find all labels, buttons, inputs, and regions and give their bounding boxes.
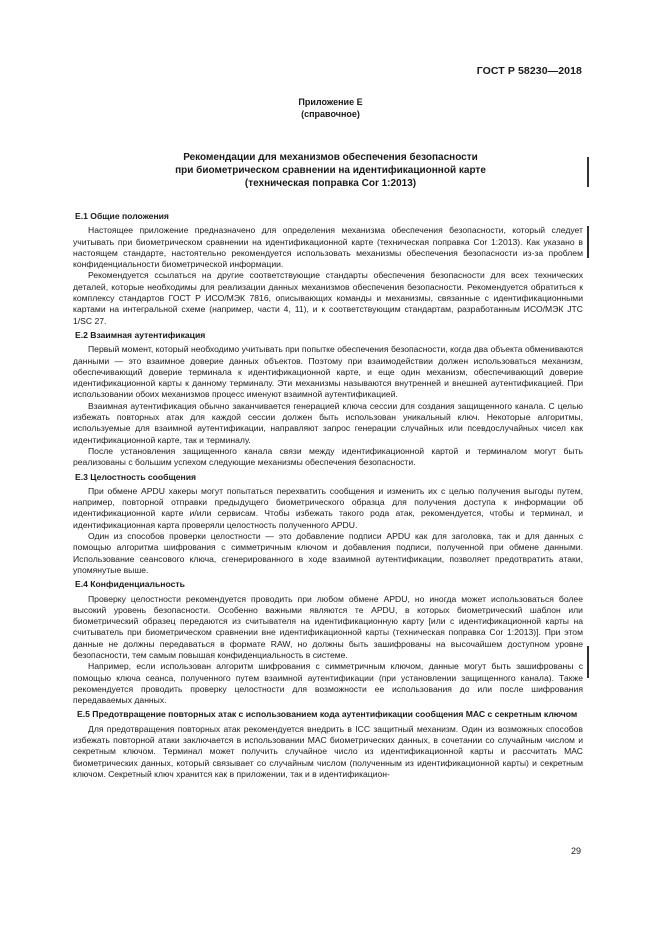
paragraph: Взаимная аутентификация обычно заканчивается генерацией ключа сессии для создания защищенного канала. С целью избежать повторных атак для каждой сессии должен быть использован уникальный ключ. Некоторые алгоритмы, используемые для взаимной аутентификации, направляют запрос генерации случайных или псевдослучайных чисел как идентификационной карте, так и терминалу. <box>73 400 583 445</box>
annex-title: Приложение Е <box>298 97 363 107</box>
section-heading: Е.1 Общие положения <box>75 211 169 221</box>
paragraph: Первый момент, который необходимо учитывать при попытке обеспечения безопасности, когда два объекта обмениваются данными — это взаимное доверие данных объектов. Поэтому при взаимодействии должен использоваться механизм, обеспечивающий доверие терминала к идентификационной карте, и еще один механизм, обеспечивающий доверие идентификационной карты к данному терминалу. Эти механизмы называются внутренней и внешней аутентификацией. При использовании обоих механизмов процесс именуют взаимной аутентификацией. <box>73 344 583 400</box>
page-number: 29 <box>570 846 581 856</box>
paragraph: После установления защищенного канала связи между идентификационной картой и терминалом могут быть реализованы с большим успехом следующие механизмы обеспечения безопасности. <box>73 445 583 468</box>
section-heading: Е.3 Целостность сообщения <box>75 471 197 482</box>
document-body <box>73 208 583 780</box>
change-bar <box>587 646 589 678</box>
change-bar <box>587 226 589 258</box>
paragraph: Рекомендуется ссылаться на другие соответствующие стандарты обеспечения безопасности для всех технических деталей, которые необходимы для реализации данных механизмов обеспечения безопасности. Рекомендуется обратиться к комплексу стандартов ГОСТ Р ИСО/МЭК 7816, описывающих команды и механизмы, связанные с идентификационными картами на интегральной схеме (например, части 4, 11), и к соответствующим стандартам, разработанным ИСО/МЭК JTC 1/SC 27. <box>73 270 583 326</box>
paragraph: Для предотвращения повторных атак рекомендуется внедрить в ICC защитный механизм. Один из возможных способов избежать повторной атаки заключается в использовании МАС биометрических данных, в сочетании со случайным числом и секретным ключом. Терминал может получить случайное число из идентификационной карты и рассчитать МАС биометрических данных, который связывает со случайным числом (полученным из идентификационной карты) и секретным ключом. Секретный ключ хранится как в приложении, так и в идентификацион- <box>73 723 583 779</box>
paragraph: Например, если использован алгоритм шифрования с симметричным ключом, данные могут быть зашифрованы с помощью ключа сеанса, полученного путем взаимной аутентификации (при установлении защищенного канала). Также рекомендуется проводить проверку целостности для возможности ее использования до или после шифрования передаваемых данных. <box>73 661 583 706</box>
section-heading: Е.4 Конфиденциальность <box>75 579 185 590</box>
paragraph: Один из способов проверки целостности — это добавление подписи APDU как для заголовка, так и для данных с помощью алгоритма шифрования с симметричным ключом и добавления подписи, полученной при обмене данными. Использование сеансового ключа, сгенерированного в ходе взаимной аутентификации, позволяет предотвратить атаки, упомянутые выше. <box>73 531 583 575</box>
section-heading: Е.2 Взаимная аутентификация <box>75 329 206 340</box>
paragraph: Настоящее приложение предназначено для определения механизма обеспечения безопасности, который следует учитывать при биометрическом сравнении на идентификационной карте (техническая поправка Cor 1:2013). Как указано в настоящем стандарте, настоятельно рекомендуется использовать механизмы обеспечения безопасности из-за проблем конфиденциальности биометрической информации. <box>73 225 583 270</box>
change-bar <box>587 157 589 187</box>
document-title-line: при биометрическом сравнении на идентификационной карте <box>175 165 486 176</box>
document-title-line: Рекомендации для механизмов обеспечения безопасности <box>183 152 478 163</box>
document-title <box>80 151 581 190</box>
standard-code: ГОСТ Р 58230—2018 <box>476 65 582 77</box>
paragraph: Проверку целостности рекомендуется проводить при любом обмене APDU, но иногда может использоваться более высокий уровень безопасности. Особенно важными являются те APDU, в которых биометрический шаблон или биометрический образец передаются из считывателя на идентификационную карту [или с идентификационной карты на считыватель при биометрическом сравнении вне идентификационной карты (техническая поправка Cor 1:2013)]. При этом данные не должны передаваться в формате RAW, но должны быть зашифрованы на высочайшем доступном уровне безопасности, тем самым повышая конфиденциальность в системе. <box>73 593 583 660</box>
document-title-line: (техническая поправка Cor 1:2013) <box>244 178 417 189</box>
paragraph: При обмене APDU хакеры могут попытаться перехватить сообщения и изменить их с целью получения выгоды путем, например, повторной отправки предыдущего биометрического образца для получения доступа к информации об идентификационной карте и/или сервисам. Чтобы избежать такого рода атак, рекомендуется, чтобы и терминал, и идентификационная карта проверяли целостность полученного APDU. <box>73 485 583 530</box>
annex-subtitle: (справочное) <box>301 109 360 119</box>
section-heading: Е.5 Предотвращение повторных атак с использованием кода аутентификации сообщения МАС с секретным ключом <box>77 709 578 720</box>
